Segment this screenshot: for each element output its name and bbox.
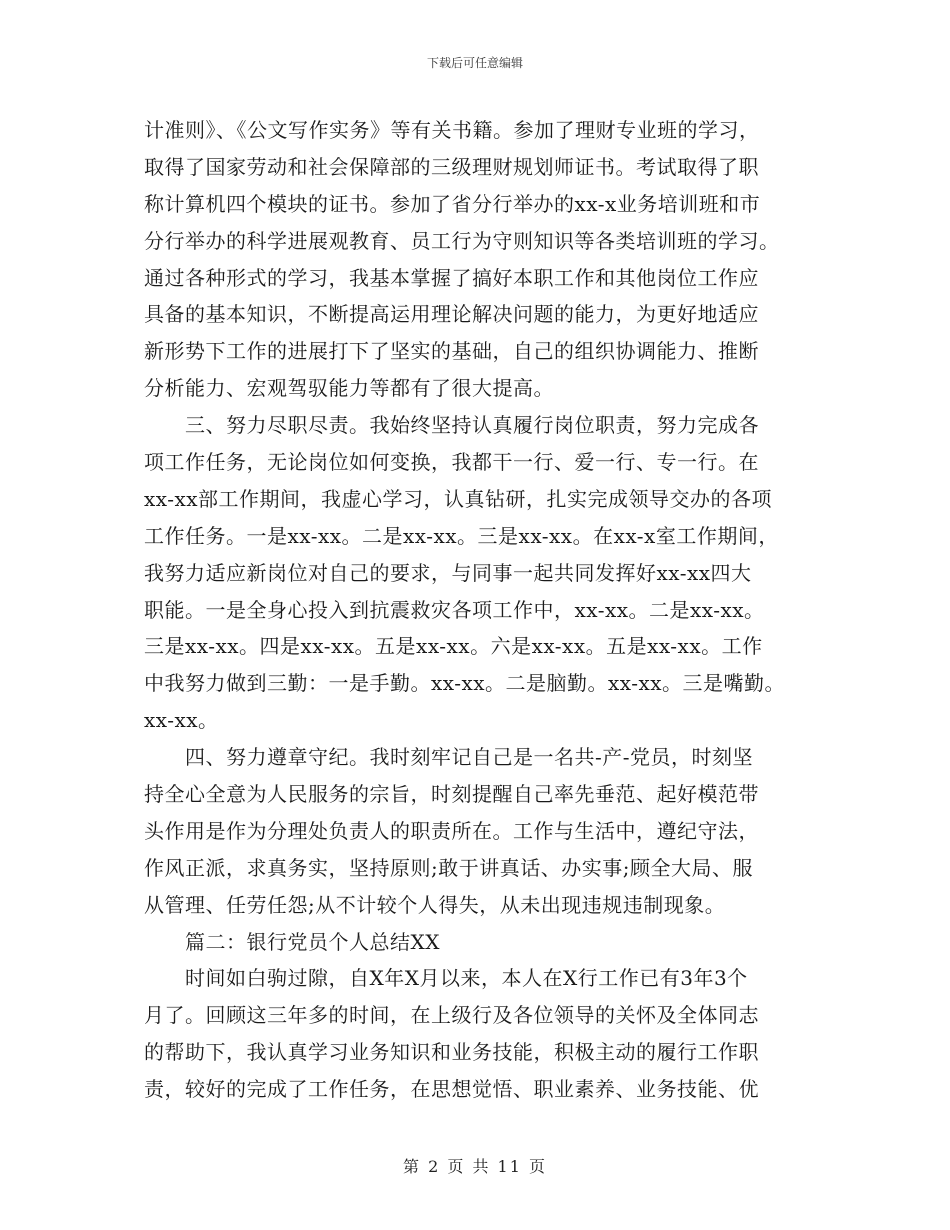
text-line: 通过各种形式的学习，我基本掌握了搞好本职工作和其他岗位工作应 (144, 265, 759, 290)
text-line: 取得了国家劳动和社会保障部的三级理财规划师证书。考试取得了职 (144, 154, 759, 179)
text-line: 我努力适应新岗位对自己的要求，与同事一起共同发挥好xx-xx四大 (144, 560, 752, 585)
text-line: 具备的基本知识，不断提高运用理论解决问题的能力，为更好地适应 (144, 302, 759, 327)
text-line: 中我努力做到三勤：一是手勤。xx-xx。二是脑勤。xx-xx。三是嘴勤。 (144, 671, 786, 696)
text-line: 工作任务。一是xx-xx。二是xx-xx。三是xx-xx。在xx-x室工作期间， (144, 523, 779, 548)
text-line: 分行举办的科学进展观教育、员工行为守则知识等各类培训班的学习。 (144, 228, 780, 253)
page-header: 下载后可任意编辑 (426, 56, 523, 70)
text-line: 月了。回顾这三年多的时间，在上级行及各位领导的关怀及全体同志 (144, 1003, 759, 1028)
section-heading: 篇二：银行党员个人总结XX (144, 929, 440, 954)
text-line: 四、努力遵章守纪。我时刻牢记自己是一名共-产-党员，时刻坚 (144, 745, 754, 770)
page-number-footer: 第 2 页 共 11 页 (403, 1157, 547, 1176)
text-line: 职能。一是全身心投入到抗震救灾各项工作中，xx-xx。二是xx-xx。 (144, 597, 765, 622)
document-body (144, 112, 810, 1108)
text-line: 分析能力、宏观驾驭能力等都有了很大提高。 (144, 376, 554, 401)
text-line: 三是xx-xx。四是xx-xx。五是xx-xx。六是xx-xx。五是xx-xx。工作 (144, 634, 763, 659)
text-line: xx-xx部工作期间，我虚心学习，认真钻研，扎实完成领导交办的各项 (144, 486, 773, 511)
text-line: 三、努力尽职尽责。我始终坚持认真履行岗位职责，努力完成各 (144, 413, 759, 438)
text-line: 作风正派，求真务实，坚持原则;敢于讲真话、办实事;顾全大局、服 (144, 855, 753, 880)
text-line: xx-xx。 (144, 708, 219, 733)
text-line: 持全心全意为人民服务的宗旨，时刻提醒自己率先垂范、起好模范带 (144, 782, 759, 807)
text-line: 时间如白驹过隙，自X年X月以来，本人在X行工作已有3年3个 (144, 966, 748, 991)
text-line: 从管理、任劳任怨;从不计较个人得失，从未出现违规违制现象。 (144, 892, 726, 917)
text-line: 新形势下工作的进展打下了坚实的基础，自己的组织协调能力、推断 (144, 339, 759, 364)
text-line: 项工作任务，无论岗位如何变换，我都干一行、爱一行、专一行。在 (144, 450, 759, 475)
text-line: 责，较好的完成了工作任务，在思想觉悟、职业素养、业务技能、优 (144, 1077, 759, 1102)
text-line: 称计算机四个模块的证书。参加了省分行举办的xx-x业务培训班和市 (144, 191, 761, 216)
text-line: 的帮助下，我认真学习业务知识和业务技能，积极主动的履行工作职 (144, 1040, 759, 1065)
text-line: 头作用是作为分理处负责人的职责所在。工作与生活中，遵纪守法， (144, 818, 759, 843)
text-line: 计准则》、《公文写作实务》等有关书籍。参加了理财专业班的学习， (144, 118, 760, 142)
